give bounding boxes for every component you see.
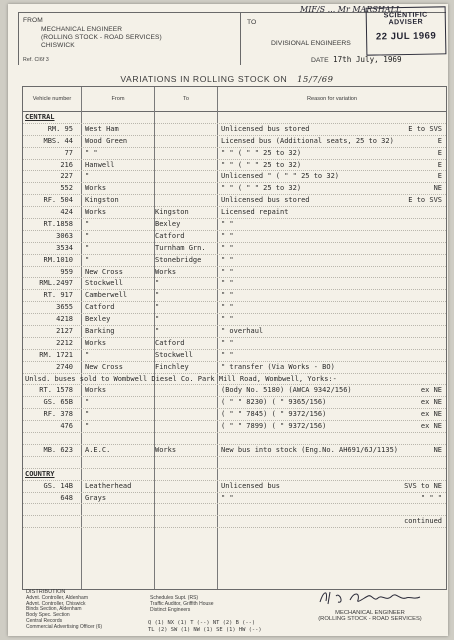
col-header-from: From	[82, 87, 154, 112]
cell-to: Works	[155, 267, 177, 276]
cell-vehicle: 216	[60, 160, 73, 169]
cell-to: Finchley	[155, 362, 189, 371]
cell-vehicle: 3655	[56, 303, 73, 312]
cell-vehicle: 3063	[56, 231, 73, 240]
title-date: 15/7/69	[297, 74, 334, 84]
table-row	[23, 171, 446, 183]
table-row	[23, 433, 446, 445]
cell-vehicle: 3534	[56, 243, 73, 252]
table-row	[23, 267, 446, 279]
table-row	[23, 255, 446, 267]
cell-from: Works	[85, 208, 107, 217]
cell-vehicle: 4218	[56, 315, 73, 324]
cell-code: E	[437, 136, 442, 145]
cell-vehicle: RF. 504	[43, 196, 73, 205]
cell-from: Barking	[85, 327, 115, 336]
table-row	[23, 385, 446, 397]
handwritten-annotation: MIF/S ... Mr MARSHALL	[300, 5, 402, 14]
cell-to: Catford	[155, 338, 185, 347]
cell-reason: " "	[221, 243, 234, 252]
cell-from: Wood Green	[85, 136, 128, 145]
date-value: 17th July, 1969	[333, 55, 402, 64]
cell-vehicle: RM.1010	[43, 255, 73, 264]
from-line-2: (ROLLING STOCK - ROAD SERVICES)	[41, 34, 162, 41]
table-row	[23, 457, 446, 469]
cell-reason: (Body No. 5180) (AWCA 9342/156)	[221, 386, 352, 395]
table-row	[23, 516, 446, 528]
table-row	[23, 148, 446, 160]
distribution-list-right	[150, 596, 214, 613]
table-row	[23, 409, 446, 421]
cell-vehicle: 476	[60, 422, 73, 431]
cell-code: ex NE	[420, 422, 442, 431]
cell-code: ex NE	[420, 410, 442, 419]
stamp-line-2: ADVISER	[388, 18, 424, 27]
cell-reason: Licensed repaint	[221, 208, 289, 217]
table-row	[23, 445, 446, 457]
table-row	[23, 112, 446, 124]
cell-vehicle: 227	[60, 172, 73, 181]
cell-vehicle: RT. 1578	[39, 386, 73, 395]
cell-from: Hanwell	[85, 160, 115, 169]
distribution-item: Distinct Engineers	[150, 606, 191, 613]
cell-reason: ( " " 7899) ( " 9372/156)	[221, 422, 327, 431]
cell-from: "	[85, 398, 90, 407]
cell-to: Kingston	[155, 208, 189, 217]
cell-from: " "	[85, 148, 98, 157]
variations-table	[22, 86, 447, 590]
cell-reason: " "	[221, 493, 234, 502]
signature-block	[300, 586, 440, 622]
cell-reason: " "	[221, 231, 234, 240]
cell-from: "	[85, 422, 90, 431]
distribution-list	[26, 590, 102, 631]
cell-reason: Unlicensed bus	[221, 481, 281, 490]
received-stamp	[366, 6, 447, 55]
cell-from: New Cross	[85, 267, 123, 276]
cell-code: NE	[433, 184, 442, 193]
cell-reason: Licensed bus (Additional seats, 25 to 32)	[221, 136, 394, 145]
cell-code: ex NE	[420, 398, 442, 407]
table-row	[23, 504, 446, 516]
cell-code: E to SVS	[408, 196, 442, 205]
distribution-codes	[148, 620, 262, 634]
cell-from: Bexley	[85, 315, 111, 324]
cell-reason: " transfer (Via Works - BO)	[221, 362, 335, 371]
cell-from: "	[85, 243, 90, 252]
cell-reason: " " ( " " 25 to 32)	[221, 184, 302, 193]
distribution-item: Central Records	[26, 617, 63, 624]
cell-vehicle: RML.2497	[39, 279, 73, 288]
table-row	[23, 421, 446, 433]
cell-vehicle: GS. 65B	[43, 398, 73, 407]
cell-reason: " "	[221, 350, 234, 359]
col-header-to: To	[155, 87, 217, 112]
from-box	[18, 12, 241, 65]
table-row	[23, 290, 446, 302]
table-row	[23, 469, 446, 481]
table-row	[23, 160, 446, 172]
cell-to: "	[155, 315, 160, 324]
cell-vehicle: 2127	[56, 327, 73, 336]
distribution-item: Advnt. Controller, Chiswick	[26, 600, 86, 607]
cell-from: "	[85, 410, 90, 419]
cell-from: "	[85, 231, 90, 240]
table-row	[23, 350, 446, 362]
table-row	[23, 493, 446, 505]
cell-vehicle: RT.1858	[43, 220, 73, 229]
col-header-reason: Reason for variation	[218, 87, 446, 112]
table-row	[23, 374, 446, 386]
distribution-item: Schedules Supt. (RS)	[150, 595, 199, 601]
cell-reason: " "	[221, 267, 234, 276]
cell-from: Works	[85, 386, 107, 395]
cell-vehicle: 648	[60, 493, 73, 502]
cell-reason: ( " " 7845) ( " 9372/156)	[221, 410, 327, 419]
cell-from: "	[85, 220, 90, 229]
col-header-vehicle: Vehicle number	[23, 87, 81, 112]
cell-from: West Ham	[85, 124, 119, 133]
title-text: VARIATIONS IN ROLLING STOCK ON	[120, 74, 288, 84]
distribution-item: Commercial Advertising Officer (6)	[26, 623, 103, 630]
cell-vehicle: RF. 378	[43, 410, 73, 419]
cell-from: Camberwell	[85, 291, 128, 300]
cell-to: Stockwell	[155, 350, 193, 359]
distribution-item: Advnt. Controller, Aldenham	[26, 594, 88, 601]
cell-reason: " "	[221, 338, 234, 347]
cell-to: Turnham Grn.	[155, 243, 206, 252]
cell-vehicle: RM. 1721	[39, 350, 73, 359]
section-heading: COUNTRY	[25, 469, 55, 478]
table-row	[23, 231, 446, 243]
cell-from: Leatherhead	[85, 481, 132, 490]
signature-title-2: (ROLLING STOCK - ROAD SERVICES)	[318, 616, 422, 622]
cell-vehicle: 2740	[56, 362, 73, 371]
table-row	[23, 481, 446, 493]
table-row	[23, 362, 446, 374]
table-row	[23, 338, 446, 350]
cell-from: "	[85, 350, 90, 359]
table-row	[23, 207, 446, 219]
table-row	[23, 195, 446, 207]
row-note: Unlsd. buses sold to Wombwell Diesel Co. Park Mill Road, Wombwell, Yorks:-	[25, 374, 337, 383]
cell-code: E to SVS	[408, 124, 442, 133]
table-row	[23, 314, 446, 326]
cell-reason: " "	[221, 315, 234, 324]
cell-from: "	[85, 255, 90, 264]
cell-from: Works	[85, 184, 107, 193]
to-value: DIVISIONAL ENGINEERS	[271, 40, 351, 47]
cell-from: Works	[85, 338, 107, 347]
table-row	[23, 219, 446, 231]
cell-code: E	[437, 160, 442, 169]
cell-vehicle: 2212	[56, 338, 73, 347]
cell-code: NE	[433, 445, 442, 454]
cell-to: "	[155, 279, 160, 288]
stamp-date: 22 JUL 1969	[375, 30, 437, 43]
table-row	[23, 326, 446, 338]
cell-to: "	[155, 303, 160, 312]
cell-vehicle: 552	[60, 184, 73, 193]
codes-line-2: TL (2) SW (1) NW (1) SE (1) HW (--)	[148, 627, 262, 633]
distribution-item: Traffic Auditor, Griffith House	[150, 600, 214, 607]
table-row	[23, 136, 446, 148]
cell-reason: New bus into stock (Eng.No. AH691/6J/1135)	[221, 445, 399, 454]
cell-reason: " "	[221, 279, 234, 288]
cell-code: ex NE	[420, 386, 442, 395]
codes-line-1: Q (1) NX (1) T (--) NT (2) B (--)	[148, 620, 256, 626]
table-row	[23, 302, 446, 314]
cell-vehicle: 959	[60, 267, 73, 276]
cell-reason: " "	[221, 303, 234, 312]
table-row	[23, 243, 446, 255]
cell-to: Catford	[155, 231, 185, 240]
cell-vehicle: MBS. 44	[43, 136, 73, 145]
cell-reason: Unlicensed bus stored	[221, 124, 310, 133]
cell-to: Stonebridge	[155, 255, 202, 264]
cell-reason: Unlicensed bus stored	[221, 196, 310, 205]
reference-number: Ref. CI6f 3	[23, 57, 49, 63]
cell-reason: " "	[221, 220, 234, 229]
document-title	[0, 74, 454, 85]
cell-from: Grays	[85, 493, 107, 502]
stamp-line-1: SCIENTIFIC	[383, 11, 428, 20]
cell-reason: ( " " 8230) ( " 9365/156)	[221, 398, 327, 407]
cell-to: Bexley	[155, 220, 181, 229]
cell-reason: " "	[221, 255, 234, 264]
cell-from: A.E.C.	[85, 445, 111, 454]
cell-reason: " overhaul	[221, 327, 264, 336]
cell-from: Catford	[85, 303, 115, 312]
table-body	[23, 112, 446, 528]
section-heading: CENTRAL	[25, 113, 55, 121]
cell-vehicle: 77	[64, 148, 73, 157]
table-row	[23, 124, 446, 136]
cell-to: "	[155, 291, 160, 300]
signature-title-1: MECHANICAL ENGINEER	[335, 610, 405, 616]
cell-reason: " "	[221, 291, 234, 300]
cell-code: E	[437, 172, 442, 181]
date-label: DATE	[311, 57, 329, 64]
distribution-item: Body Spec. Section	[26, 612, 70, 619]
cell-vehicle: GS. 14B	[43, 481, 73, 490]
cell-from: New Cross	[85, 362, 123, 371]
distribution-item: Binds Section, Aldenham	[26, 606, 82, 613]
cell-code: " " "	[420, 493, 442, 502]
cell-reason: " " ( " " 25 to 32)	[221, 160, 302, 169]
cell-vehicle: RT. 917	[43, 291, 73, 300]
table-row	[23, 397, 446, 409]
cell-code: SVS to NE	[404, 481, 442, 490]
cell-from: "	[85, 172, 90, 181]
cell-code: continued	[404, 517, 442, 526]
from-label: FROM	[23, 17, 43, 24]
cell-to: Works	[155, 445, 177, 454]
table-row	[23, 278, 446, 290]
to-label: TO	[247, 19, 257, 26]
cell-from: Kingston	[85, 196, 119, 205]
handwritten-signature	[310, 586, 430, 608]
from-line-1: MECHANICAL ENGINEER	[41, 26, 123, 33]
distribution-title: DISTRIBUTION	[26, 589, 66, 595]
cell-from: Stockwell	[85, 279, 123, 288]
cell-reason: " " ( " " 25 to 32)	[221, 148, 302, 157]
cell-vehicle: RM. 95	[47, 124, 73, 133]
cell-reason: Unlicensed " ( " " 25 to 32)	[221, 172, 340, 181]
cell-code: E	[437, 148, 442, 157]
cell-vehicle: MB. 623	[43, 445, 73, 454]
from-line-3: CHISWICK	[41, 42, 75, 49]
table-row	[23, 183, 446, 195]
cell-vehicle: 424	[60, 208, 73, 217]
cell-to: "	[155, 327, 160, 336]
